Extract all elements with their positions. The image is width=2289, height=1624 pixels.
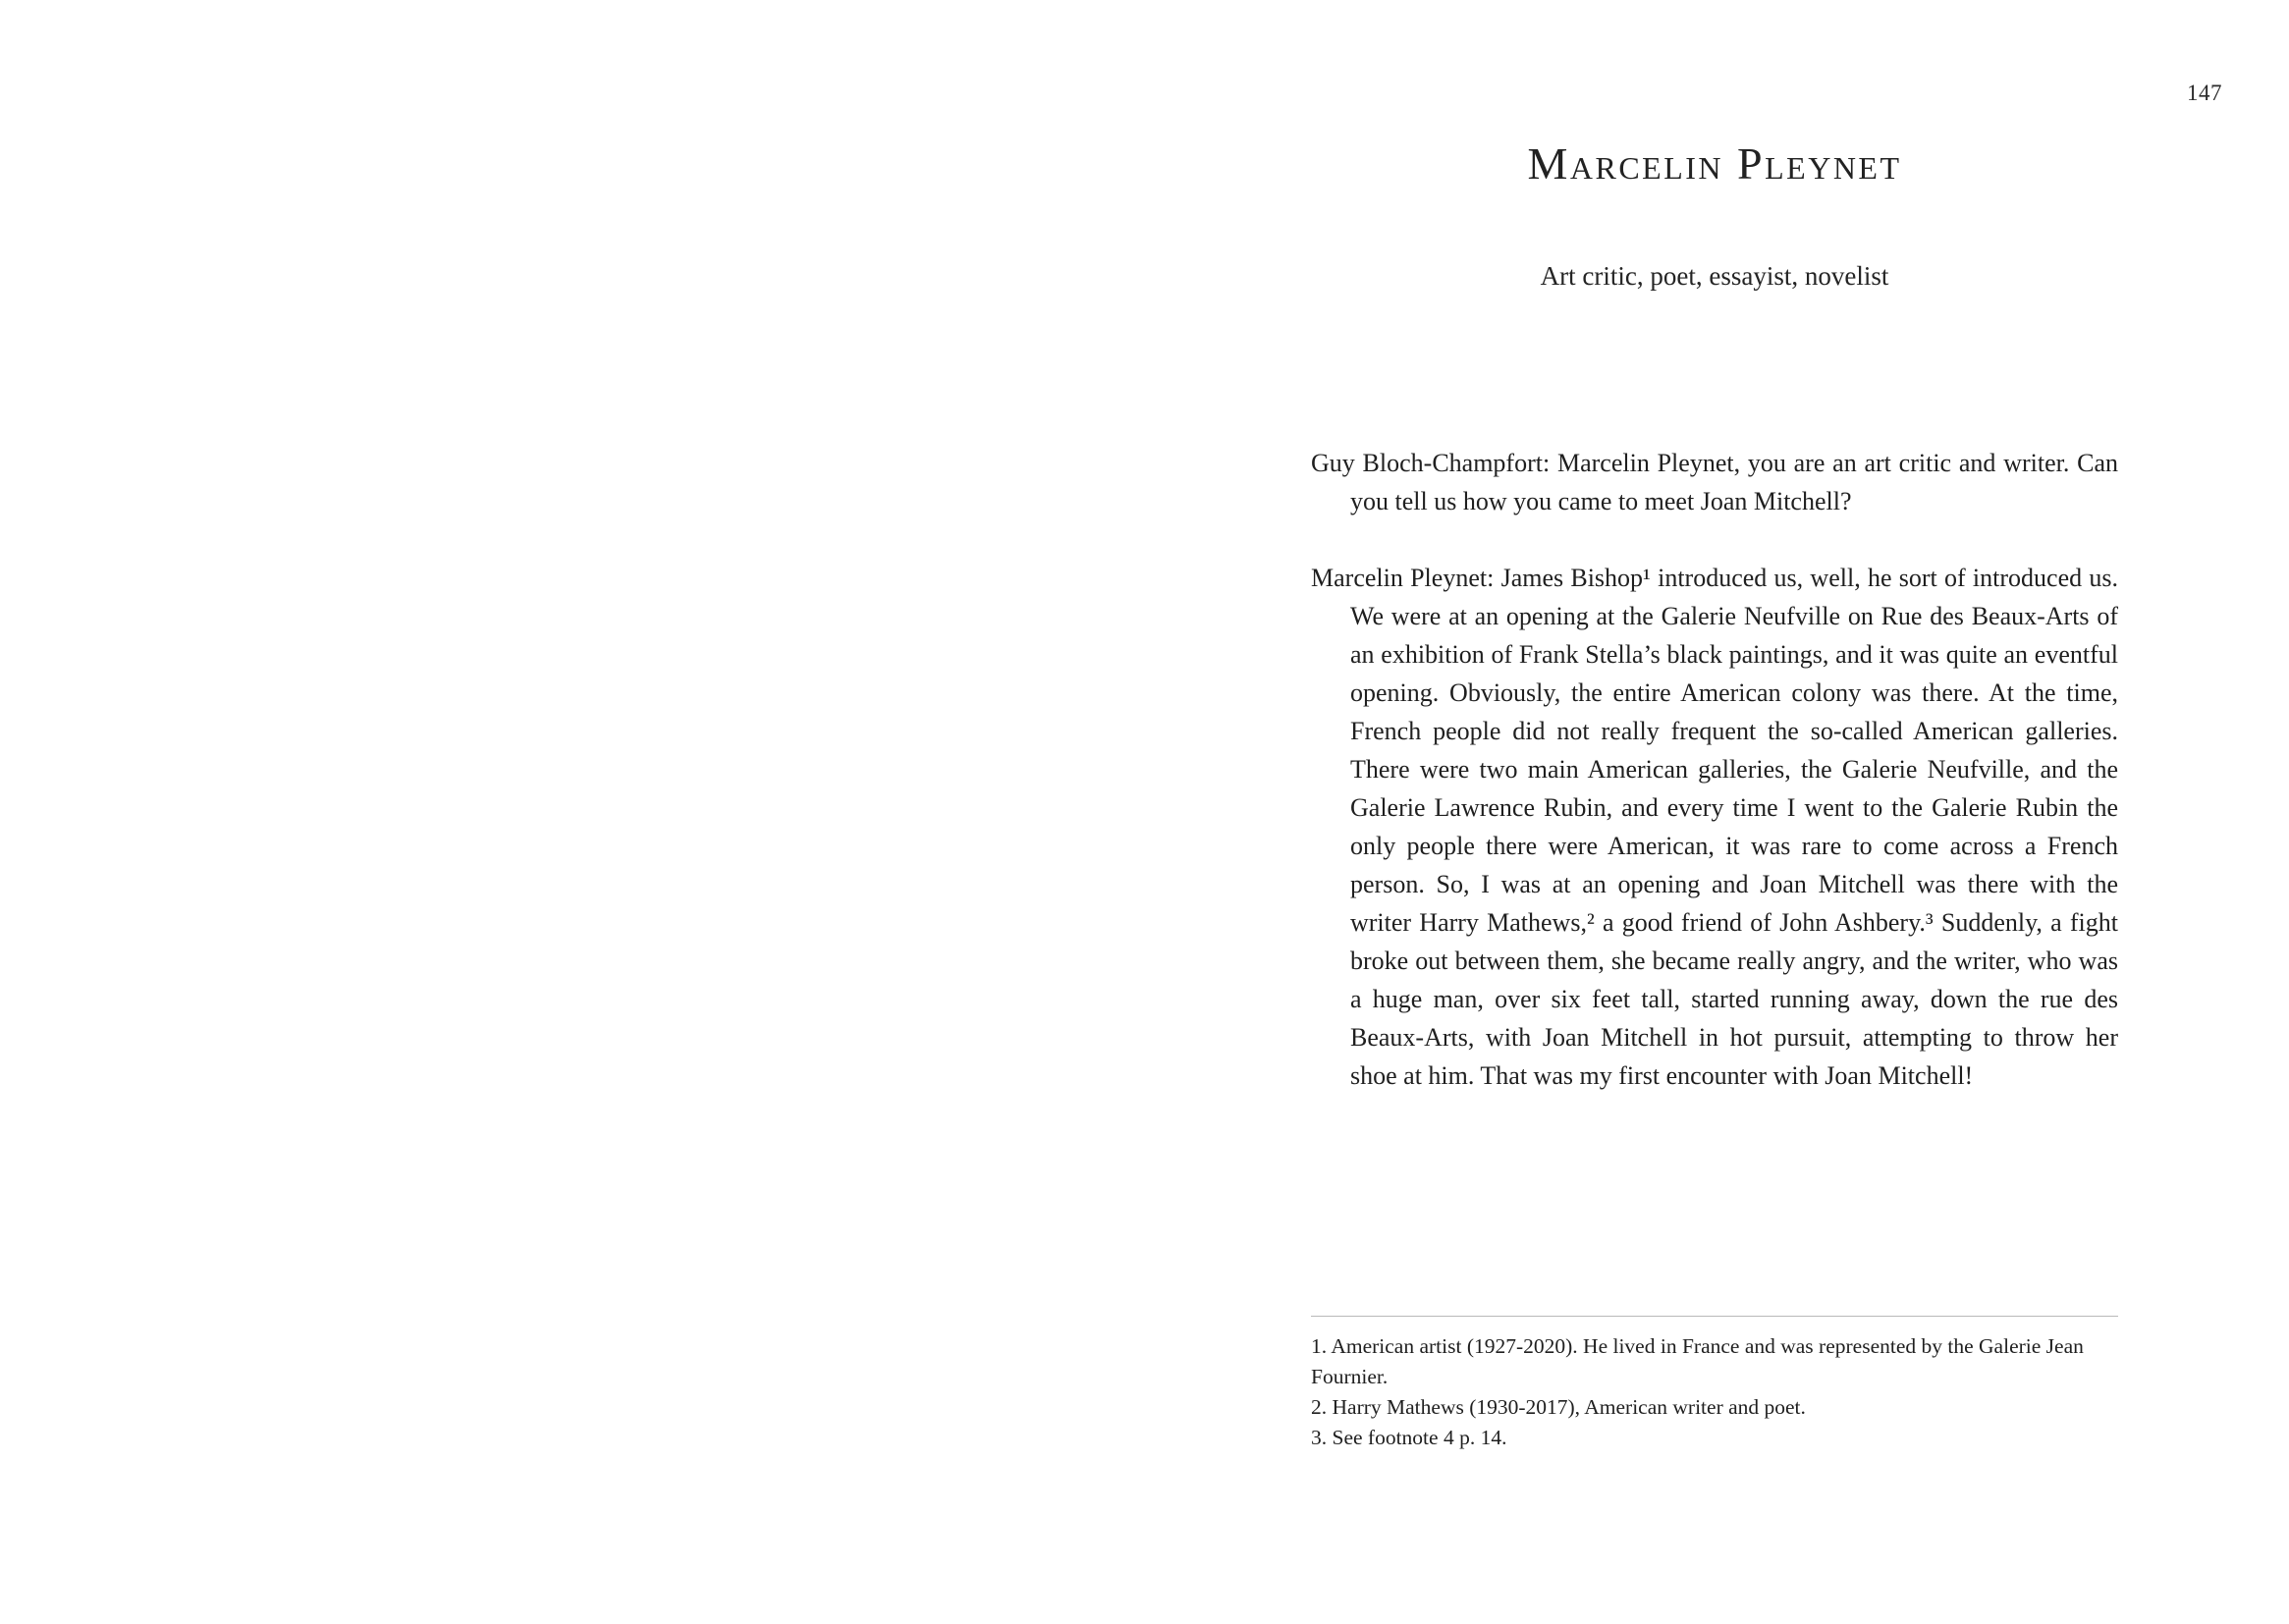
page-number: 147 bbox=[2187, 81, 2222, 105]
footnote-2: 2. Harry Mathews (1930-2017), American writer and poet. bbox=[1311, 1395, 1806, 1419]
footnote-divider bbox=[1311, 1316, 2118, 1317]
footnote-1: 1. American artist (1927-2020). He lived in France and was represented by the Galerie Jean Fournier. bbox=[1311, 1334, 2084, 1388]
interview-answer: Marcelin Pleynet: James Bishop¹ introduced us, well, he sort of introduced us. We were at an opening at the Galerie Neufville on Rue des Beaux-Arts of an exhibition of Frank Stella’s black paintings, and it was quite an eventful opening. Obviously, the entire American colony was there. At the time, French people did not really frequent the so-called American galleries. There were two main American galleries, the Galerie Neufville, and the Galerie Lawrence Rubin, and every time I went to the Galerie Rubin the only people there were American, it was rare to come across a French person. So, I was at an opening and Joan Mitchell was there with the writer Harry Mathews,² a good friend of John Ashbery.³ Suddenly, a fight broke out between them, she became really angry, and the writer, who was a huge man, over six feet tall, started running away, down the rue des Beaux-Arts, with Joan Mitchell in hot pursuit, attempting to throw her shoe at him. That was my first encounter with Joan Mitchell! bbox=[1311, 564, 2118, 1090]
interview-body bbox=[1311, 444, 2118, 1133]
footnote-3: 3. See footnote 4 p. 14. bbox=[1311, 1426, 1507, 1449]
chapter-title: Marcelin Pleynet bbox=[1527, 138, 1902, 189]
interview-question: Guy Bloch-Champfort: Marcelin Pleynet, you are an art critic and writer. Can you tell us how you came to meet Joan Mitchell? bbox=[1311, 449, 2118, 515]
chapter-subtitle: Art critic, poet, essayist, novelist bbox=[1540, 261, 1889, 291]
footnotes-block bbox=[1311, 1331, 2118, 1453]
